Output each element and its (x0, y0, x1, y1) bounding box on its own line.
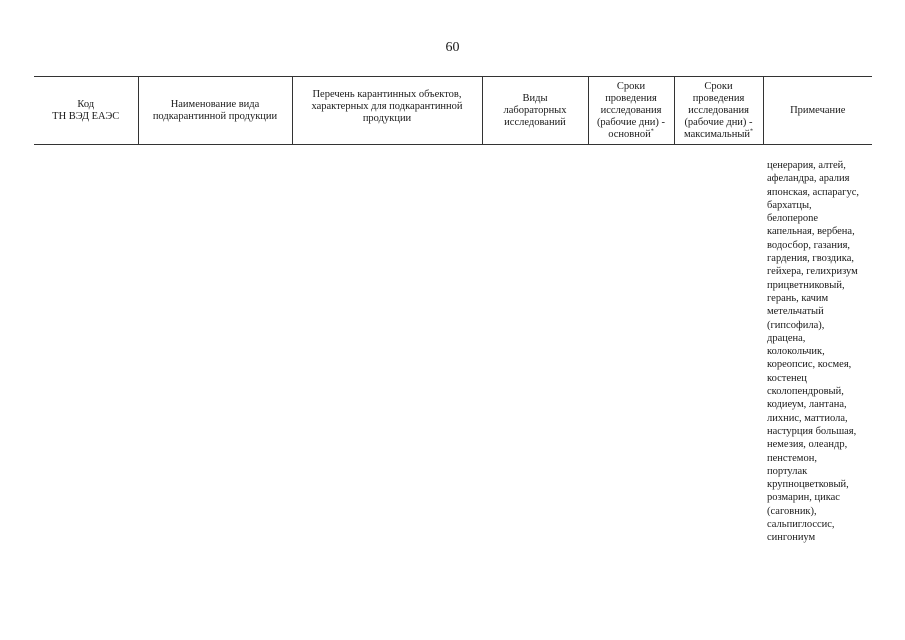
table-row (34, 145, 872, 545)
header-basic-term-line: Сроки (616, 80, 646, 92)
note-line: гейхера, гелихризум (767, 266, 858, 278)
table-header-row (34, 77, 872, 145)
header-max-term-line: проведения (692, 92, 745, 104)
note-line: (саговник), (767, 505, 817, 517)
header-quarantine-objects (292, 77, 482, 145)
note-line: ценерария, алтей, (767, 160, 846, 171)
header-max-term (674, 77, 763, 145)
header-note-line: Примечание (790, 104, 846, 116)
footnote-mark: * (750, 128, 753, 134)
note-line: портулак (767, 465, 808, 477)
header-product-name-line: Наименование вида (170, 98, 260, 110)
note-line: бархатцы, (767, 199, 812, 211)
header-product-name-line: подкарантинной продукции (152, 110, 278, 122)
note-line: костенец (767, 372, 807, 384)
header-basic-term-line: проведения (605, 92, 657, 104)
note-line: водосбор, газания, (767, 239, 851, 251)
note-line: крупноцветковый, (767, 479, 849, 491)
note-line: кореопсис, космея, (767, 359, 852, 371)
header-quarantine-objects-line: характерных для подкарантинной (311, 101, 463, 112)
note-line: японская, аспарагус, (767, 186, 860, 198)
header-lab-research (482, 77, 588, 145)
cell-note (763, 145, 872, 545)
header-lab-research-line: лабораторных (503, 104, 567, 116)
note-line: белоперone (767, 213, 819, 225)
note-line: драцена, (767, 332, 806, 344)
header-max-term-line (678, 129, 760, 141)
header-code (34, 77, 138, 145)
header-max-term-last: максимальный (684, 128, 750, 140)
cell-quarantine-objects (292, 145, 482, 545)
cell-lab-research (482, 145, 588, 545)
header-basic-term-line: исследования (600, 104, 662, 116)
header-quarantine-objects-line: продукции (362, 113, 412, 124)
header-max-term-line: Сроки (704, 80, 733, 92)
note-line: сальпиглоссис, (767, 519, 835, 531)
header-product-name (138, 77, 292, 145)
note-line: кодиеум, лантана, (767, 399, 847, 411)
note-line: настурция большая, (767, 425, 857, 437)
footnote-mark: * (650, 128, 654, 134)
header-max-term-line: (рабочие дни) - (684, 116, 753, 128)
cell-product-name (138, 145, 292, 545)
note-line: афеландра, аралия (767, 173, 850, 185)
note-line: сингониум (767, 532, 816, 544)
cell-code (34, 145, 138, 545)
note-line: сколопендровый, (767, 386, 844, 398)
header-code-line: Код (77, 98, 95, 110)
note-line: (гипсофила), (767, 319, 825, 331)
note-line: лихнис, маттиола, (767, 412, 848, 424)
header-basic-term (588, 77, 674, 145)
header-basic-term-last: основной (608, 128, 651, 140)
header-basic-term-line: (рабочие дни) - (596, 116, 666, 128)
note-line: колокольчик, (767, 346, 825, 358)
note-line: пенстемон, (767, 452, 817, 464)
header-note (763, 77, 872, 145)
header-max-term-line: исследования (688, 104, 749, 116)
cell-max-term (674, 145, 763, 545)
header-basic-term-line (592, 129, 671, 141)
note-line: немезия, олеандр, (767, 439, 848, 451)
note-line: капельная, вербена, (767, 226, 855, 238)
note-line: прицветниковый, (767, 279, 845, 291)
note-line: герань, качим (767, 292, 829, 304)
header-lab-research-line: исследований (504, 116, 566, 128)
quarantine-research-table (34, 76, 872, 545)
cell-basic-term (588, 145, 674, 545)
page-number: 60 (445, 40, 460, 55)
header-code-line: ТН ВЭД ЕАЭС (52, 110, 120, 122)
note-line: гардения, гвоздика, (767, 253, 854, 265)
header-lab-research-line: Виды (522, 92, 548, 104)
note-line: розмарин, цикас (767, 492, 840, 504)
note-line: метельчатый (767, 306, 824, 318)
header-quarantine-objects-line: Перечень карантинных объектов, (312, 89, 462, 100)
